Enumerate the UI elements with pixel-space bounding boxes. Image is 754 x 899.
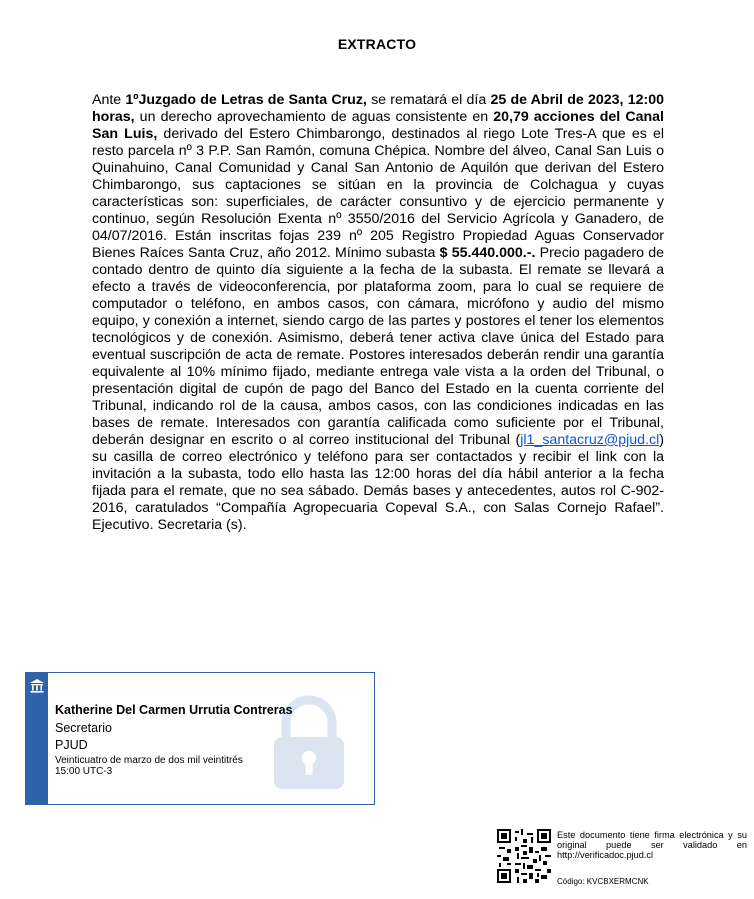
body-text-segment: un derecho aprovechamiento de aguas consistente en <box>134 109 494 125</box>
court-email-link[interactable]: jl1_santacruz@pjud.cl <box>520 432 660 448</box>
institution-icon <box>29 678 45 694</box>
signature-time-text: 15:00 UTC-3 <box>55 766 113 777</box>
court-name: 1ºJuzgado de Letras de Santa Cruz, <box>125 92 367 108</box>
water-shares: 20,79 acciones del Canal San Luis, <box>92 109 664 142</box>
signer-role: Secretario <box>55 721 112 735</box>
extract-body <box>92 92 664 534</box>
signature-strip <box>26 673 48 804</box>
body-text-segment: derivado del Estero Chimbarongo, destinados al riego Lote Tres-A que es el resto parcela nº 3 P.P. San Ramón, comuna Chépica. Nombre del álveo, Canal San Luis o Quinahuino, Canal Comunidad y Canal San Antonio de Aquilón que derivan del Estero Chimbarongo, sus captaciones se sitúan en la provincia de Colchagua y cuyas características son: superficiales, de carácter consuntivo y de ejercicio permanente y continuo, según Resolución Exenta nº 3550/2016 del Servicio Agrícola y Ganadero, de 04/07/2016. Están inscritas fojas 239 nº 205 Registro Propiedad Aguas Conservador Bienes Raíces Santa Cruz, año 2012. Mínimo subasta <box>92 126 664 261</box>
body-text-segment: Precio pagadero de contado dentro de quinto día siguiente a la fecha de la subasta. El remate se llevará a efecto a través de videoconferencia, por plataforma zoom, para lo cual se requiere de computador o teléfono, en ambos casos, con cámara, micrófono y audio del mismo equipo, y conexión a internet, siendo cargo de las partes y postores el tener los elementos tecnológicos y de conexión. Asimismo, deberá tener activa clave única del Estado para eventual suscripción de acta de remate. Postores interesados deberán rendir una garantía equivalente al 10% mínimo fijado, mediante entrega vale vista a la orden del Tribunal, o presentación digital de cupón de pago del Banco del Estado en la cuenta corriente del Tribunal, indicando rol de la causa, ambos casos, con las condiciones indicadas en las bases de remate. Interesados con garantía calificada como suficiente por el Tribunal, deberán designar en escrito o al correo institucional del Tribunal ( <box>92 245 665 448</box>
verification-notice: Este documento tiene firma electrónica y su original puede ser validado en http://verificadoc.pjud.cl <box>557 830 747 860</box>
auction-date: 25 de Abril de 2023, 12:00 horas, <box>92 92 664 125</box>
signature-date-text: Veinticuatro de marzo de dos mil veintitrés <box>55 755 243 766</box>
verification-code: Código: KVCBXERMCNK <box>557 877 649 886</box>
signature-date <box>55 755 243 777</box>
body-text-segment: ) su casilla de correo electrónico y teléfono para ser contactados y recibir el link con la invitación a la subasta, todo ello hasta las 12:00 horas del día hábil anterior a la fecha fijada para el remate, que no sea sábado. Demás bases y antecedentes, autos rol C-902-2016, caratulados “Compañía Agropecuaria Copeval S.A., con Salas Cornejo Rafael”. Ejecutivo. Secretaria (s). <box>92 432 664 533</box>
body-text-segment: Ante <box>92 92 126 108</box>
body-text-segment: se rematará el día <box>366 92 491 108</box>
qr-code-icon <box>497 829 551 883</box>
signer-name: Katherine Del Carmen Urrutia Contreras <box>55 703 293 717</box>
signature-box <box>25 672 375 805</box>
document-title: EXTRACTO <box>337 36 417 52</box>
minimum-bid: $ 55.440.000.-. <box>439 245 536 261</box>
signer-organization: PJUD <box>55 738 88 752</box>
